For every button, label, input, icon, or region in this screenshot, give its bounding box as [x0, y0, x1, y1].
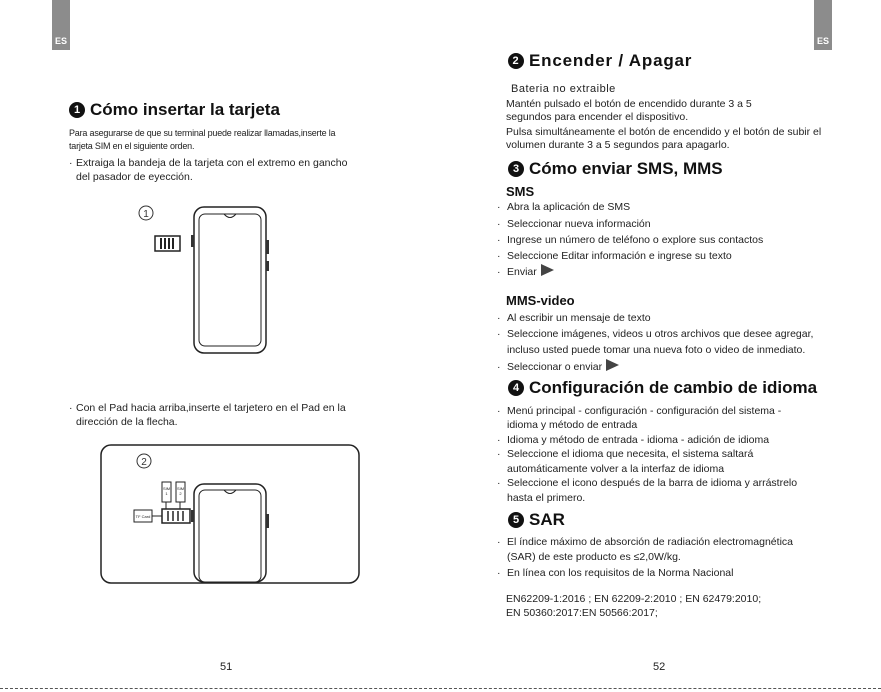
- sms-item-5: · Enviar: [497, 264, 554, 280]
- section-5-heading: [508, 510, 565, 530]
- sar-item-1b: (SAR) de este producto es ≤2,0W/kg.: [507, 551, 681, 563]
- section-1-number: 1: [69, 102, 85, 118]
- send-arrow-icon: [606, 359, 619, 371]
- section-1-title: Cómo insertar la tarjeta: [90, 100, 280, 119]
- section-4-number: 4: [508, 380, 524, 396]
- section-1-heading: [69, 100, 280, 120]
- power-line-2: segundos para encender el dispositivo.: [506, 111, 689, 123]
- section-2-number: 2: [508, 53, 524, 69]
- sms-item-1: · Abra la aplicación de SMS: [497, 201, 631, 213]
- sim-2-label: SIM 2: [176, 486, 185, 496]
- mms-item-2: · Seleccione imágenes, videos u otros archivos que desee agregar,: [497, 328, 814, 340]
- mms-item-3: · Seleccionar o enviar: [497, 359, 619, 375]
- section-5-number: 5: [508, 512, 524, 528]
- page-number-left: 51: [220, 661, 233, 673]
- sms-item-2: · Seleccionar nueva información: [497, 218, 651, 230]
- section-3-heading: [508, 159, 723, 179]
- language-tab-left: ES: [52, 0, 70, 50]
- sim-tray-figure-1: [120, 195, 280, 360]
- lang-item-3b: automáticamente volver a la interfaz de idioma: [507, 463, 725, 475]
- section-4-heading: [508, 378, 817, 398]
- section-4-title: Configuración de cambio de idioma: [529, 378, 818, 397]
- page-bottom-divider: [0, 688, 881, 689]
- sar-standards-line-1: EN62209-1:2016 ; EN 62209-2:2010 ; EN 62479:2010;: [506, 593, 762, 605]
- mms-item-1: · Al escribir un mensaje de texto: [497, 312, 651, 324]
- power-line-4: volumen durante 3 a 5 segundos para apagarlo.: [506, 139, 730, 151]
- svg-text:2: 2: [141, 457, 147, 468]
- lang-item-4: · Seleccione el icono después de la barra de idioma y arrástrelo: [497, 477, 798, 489]
- lang-item-1: · Menú principal - configuración - configuración del sistema -: [497, 405, 782, 417]
- battery-subtitle: Bateria no extraible: [511, 83, 616, 95]
- sar-standards-line-2: EN 50360:2017:EN 50566:2017;: [506, 607, 658, 619]
- section-3-number: 3: [508, 161, 524, 177]
- send-arrow-icon: [541, 264, 554, 276]
- step-1-line-1: · Extraiga la bandeja de la tarjeta con el extremo en gancho: [69, 157, 348, 169]
- lang-item-4b: hasta el primero.: [507, 492, 586, 504]
- intro-line-1: Para asegurarse de que su terminal puede realizar llamadas,inserte la: [69, 128, 336, 138]
- mms-item-2b: incluso usted puede tomar una nueva foto o video de inmediato.: [507, 344, 806, 356]
- lang-item-1b: idioma y método de entrada: [507, 419, 638, 431]
- step-2-line-1: · Con el Pad hacia arriba,inserte el tarjetero en el Pad en la: [69, 402, 346, 414]
- lang-item-2: · Idioma y método de entrada - idioma - adición de idioma: [497, 434, 770, 446]
- tf-card-label: TF Card: [135, 514, 151, 519]
- power-line-1: Mantén pulsado el botón de encendido durante 3 a 5: [506, 98, 752, 110]
- svg-text:1: 1: [143, 209, 149, 220]
- mms-subheading: MMS-video: [506, 293, 575, 308]
- sim-1-label: SIM 1: [162, 486, 171, 496]
- section-2-title: Encender / Apagar: [529, 51, 693, 70]
- step-2-line-2: dirección de la flecha.: [76, 416, 178, 428]
- language-tab-right: ES: [814, 0, 832, 50]
- sms-item-4: · Seleccione Editar información e ingrese su texto: [497, 250, 732, 262]
- sar-item-2: · En línea con los requisitos de la Norma Nacional: [497, 567, 734, 579]
- lang-item-3: · Seleccione el idioma que necesita, el sistema saltará: [497, 448, 754, 460]
- section-3-title: Cómo enviar SMS, MMS: [529, 159, 723, 178]
- step-1-line-2: del pasador de eyección.: [76, 171, 193, 183]
- sar-item-1: · El índice máximo de absorción de radiación electromagnética: [497, 536, 793, 548]
- section-5-title: SAR: [529, 510, 565, 529]
- intro-line-2: tarjeta SIM en el siguiente orden.: [69, 141, 195, 151]
- sms-item-3: · Ingrese un número de teléfono o explore sus contactos: [497, 234, 764, 246]
- section-2-heading: [508, 51, 692, 71]
- page-number-right: 52: [653, 661, 666, 673]
- power-line-3: Pulsa simultáneamente el botón de encendido y el botón de subir el: [506, 126, 822, 138]
- sms-subheading: SMS: [506, 184, 535, 199]
